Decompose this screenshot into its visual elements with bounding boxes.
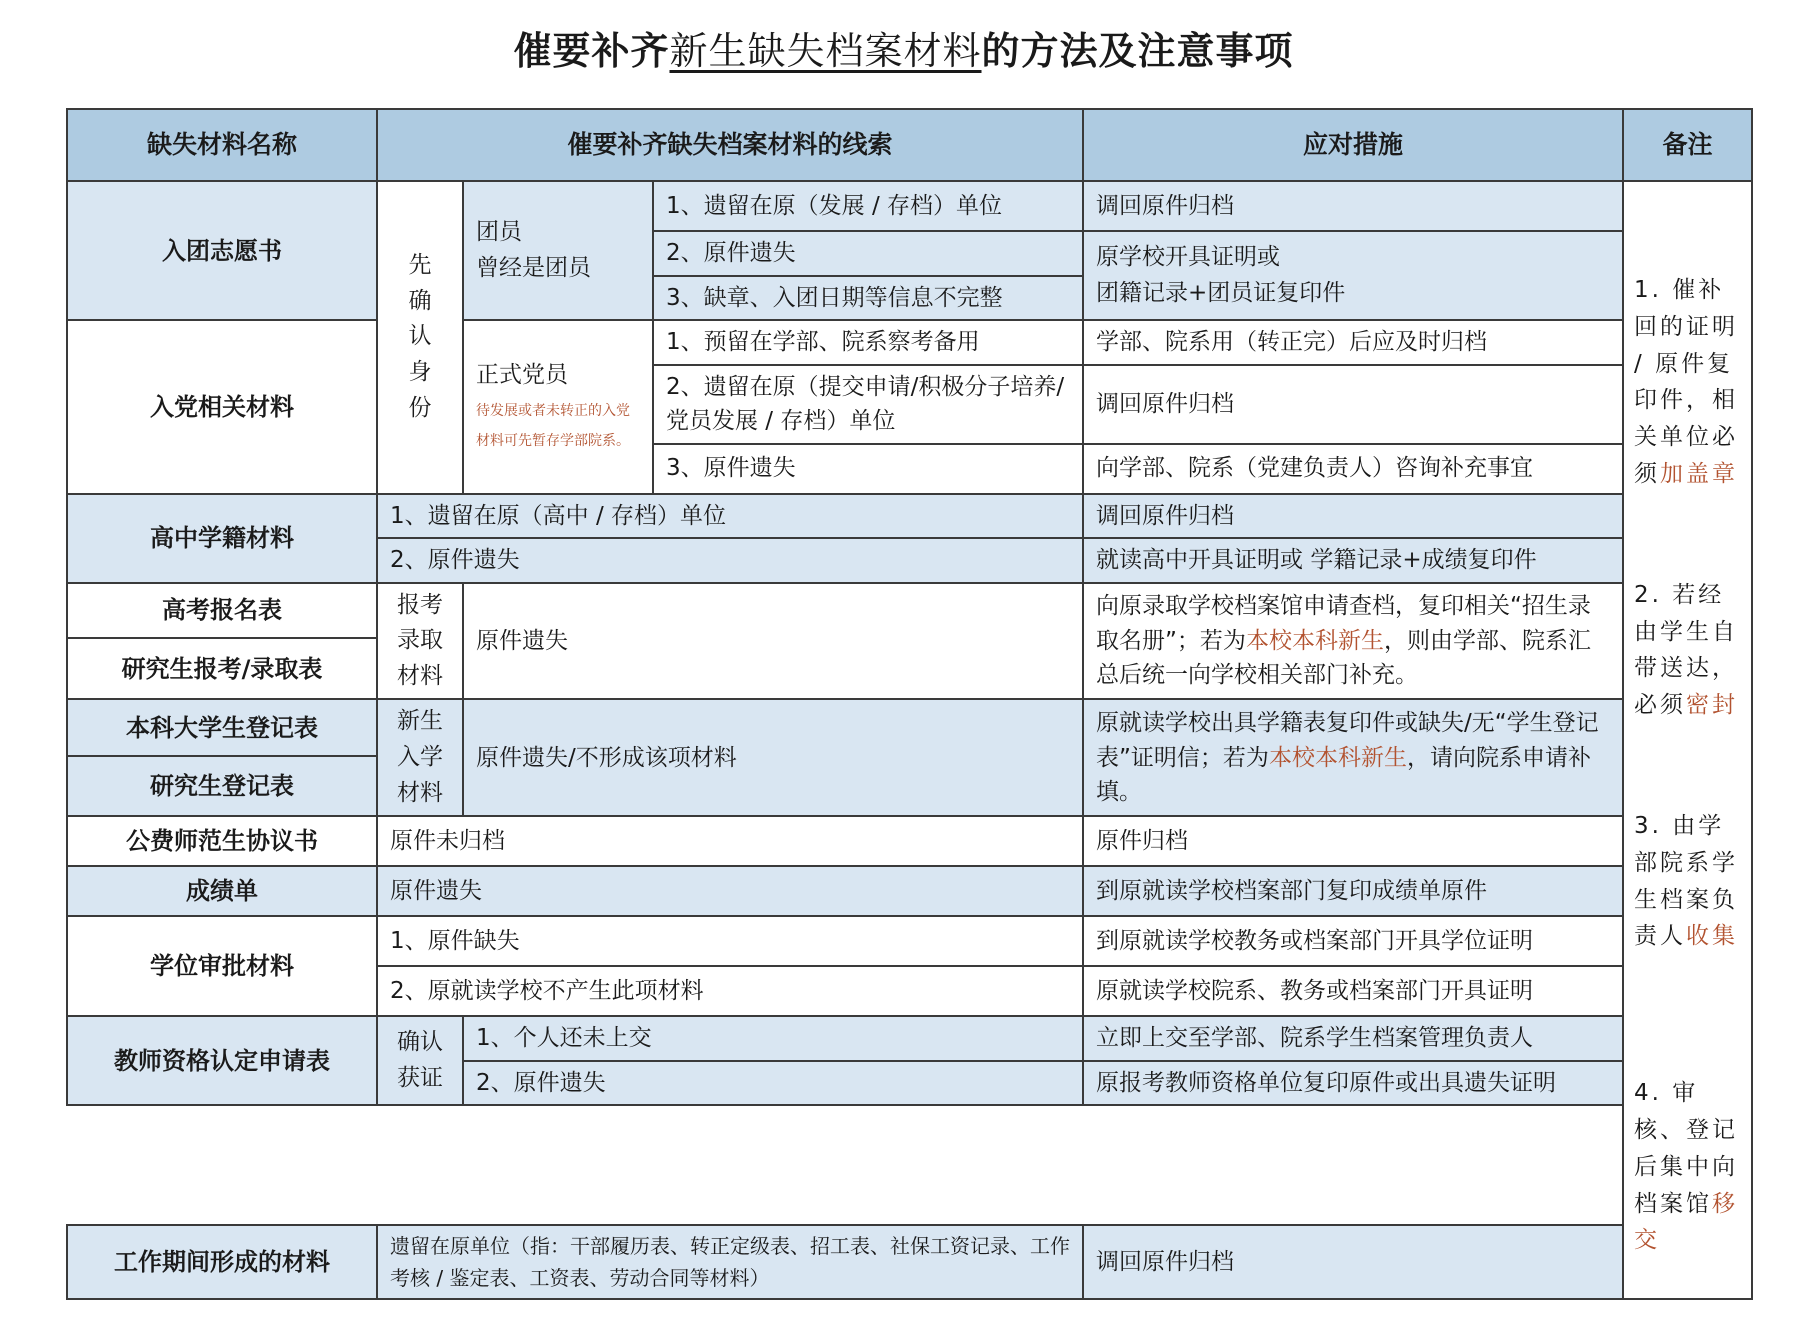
work-measure: 调回原件归档: [1083, 1225, 1623, 1299]
league-measure-1: 调回原件归档: [1083, 181, 1623, 231]
row-name-party: 入党相关材料: [67, 320, 377, 494]
highschool-measure-2: 就读高中开具证明或 学籍记录+成绩复印件: [1083, 538, 1623, 583]
teacher-clue-2: 2、原件遗失: [463, 1061, 1083, 1106]
teacher-group: 确认获证: [377, 1016, 463, 1105]
title-underlined: 新生缺失档案材料: [669, 29, 982, 73]
degree-clue-1: 1、原件缺失: [377, 916, 1083, 966]
league-clue-1: 1、遗留在原（发展 / 存档）单位: [653, 181, 1083, 231]
exam-group: 报考录取材料: [377, 583, 463, 700]
exam-measure: 向原录取学校档案馆申请查档，复印相关“招生录取名册”；若为本校本科新生，则由学部、院系汇总后统一向学校相关部门补充。: [1083, 583, 1623, 700]
party-measure-2: 调回原件归档: [1083, 365, 1623, 444]
page-title: [0, 20, 1807, 75]
header-clues: 催要补齐缺失档案材料的线索: [377, 109, 1083, 181]
normal-measure: 原件归档: [1083, 816, 1623, 866]
league-clue-2: 2、原件遗失: [653, 231, 1083, 276]
degree-measure-1: 到原就读学校教务或档案部门开具学位证明: [1083, 916, 1623, 966]
row-name-teacher: 教师资格认定申请表: [67, 1016, 377, 1105]
transcript-clue: 原件遗失: [377, 866, 1083, 916]
note-4: 4. 审核、登记后集中向档案馆移交: [1634, 1080, 1739, 1254]
league-measure-2-3: 原学校开具证明或 团籍记录+团员证复印件: [1083, 231, 1623, 320]
highschool-clue-1: 1、遗留在原（高中 / 存档）单位: [377, 494, 1083, 539]
register-measure: 原就读学校出具学籍表复印件或缺失/无“学生登记表”证明信；若为本校本科新生，请向院系申请补填。: [1083, 699, 1623, 816]
party-clue-2: 2、遗留在原（提交申请/积极分子培养/党员发展 / 存档）单位: [653, 365, 1083, 444]
normal-clue: 原件未归档: [377, 816, 1083, 866]
notes-column: [1623, 181, 1752, 1299]
row-name-league: 入团志愿书: [67, 181, 377, 320]
confirm-identity-label: 先确认身份: [377, 181, 463, 494]
transcript-measure: 到原就读学校档案部门复印成绩单原件: [1083, 866, 1623, 916]
header-notes: 备注: [1623, 109, 1752, 181]
note-2: 2. 若经由学生自带送达，必须密封: [1634, 581, 1739, 719]
party-clue-3: 3、原件遗失: [653, 444, 1083, 494]
masked-region: [67, 1105, 1752, 1225]
row-name-exam-1: 高考报名表: [67, 583, 377, 638]
exam-clue: 原件遗失: [463, 583, 1083, 700]
row-name-degree: 学位审批材料: [67, 916, 377, 1016]
row-name-work: 工作期间形成的材料: [67, 1225, 377, 1299]
party-measure-3: 向学部、院系（党建负责人）咨询补充事宜: [1083, 444, 1623, 494]
materials-table: [66, 108, 1753, 1300]
teacher-measure-2: 原报考教师资格单位复印原件或出具遗失证明: [1083, 1061, 1623, 1106]
party-group-note: 待发展或者未转正的入党材料可先暂存学部院系。: [476, 403, 630, 449]
row-name-transcript: 成绩单: [67, 866, 377, 916]
highschool-measure-1: 调回原件归档: [1083, 494, 1623, 539]
note-3: 3. 由学部院系学生档案负责人收集: [1634, 812, 1739, 950]
register-clue: 原件遗失/不形成该项材料: [463, 699, 1083, 816]
degree-clue-2: 2、原就读学校不产生此项材料: [377, 966, 1083, 1016]
league-clue-3: 3、缺章、入团日期等信息不完整: [653, 276, 1083, 321]
row-name-normal: 公费师范生协议书: [67, 816, 377, 866]
row-name-register-2: 研究生登记表: [67, 756, 377, 817]
party-group: 正式党员 待发展或者未转正的入党材料可先暂存学部院系。: [463, 320, 653, 494]
note-1: 1. 催补回的证明 / 原件复印件，相关单位必须加盖章: [1634, 277, 1739, 487]
work-clue: 遗留在原单位（指：干部履历表、转正定级表、招工表、社保工资记录、工作考核 / 鉴定表、工资表、劳动合同等材料）: [377, 1225, 1083, 1299]
highschool-clue-2: 2、原件遗失: [377, 538, 1083, 583]
row-name-register-1: 本科大学生登记表: [67, 699, 377, 755]
teacher-clue-1: 1、个人还未上交: [463, 1016, 1083, 1061]
title-prefix: 催要补齐: [513, 29, 670, 73]
row-name-highschool: 高中学籍材料: [67, 494, 377, 583]
teacher-measure-1: 立即上交至学部、院系学生档案管理负责人: [1083, 1016, 1623, 1061]
header-measures: 应对措施: [1083, 109, 1623, 181]
header-material-name: 缺失材料名称: [67, 109, 377, 181]
party-clue-1: 1、预留在学部、院系察考备用: [653, 320, 1083, 365]
party-measure-1: 学部、院系用（转正完）后应及时归档: [1083, 320, 1623, 365]
register-group: 新生入学材料: [377, 699, 463, 816]
title-suffix: 的方法及注意事项: [981, 29, 1294, 73]
league-group: 团员 曾经是团员: [463, 181, 653, 320]
row-name-exam-2: 研究生报考/录取表: [67, 638, 377, 700]
degree-measure-2: 原就读学校院系、教务或档案部门开具证明: [1083, 966, 1623, 1016]
